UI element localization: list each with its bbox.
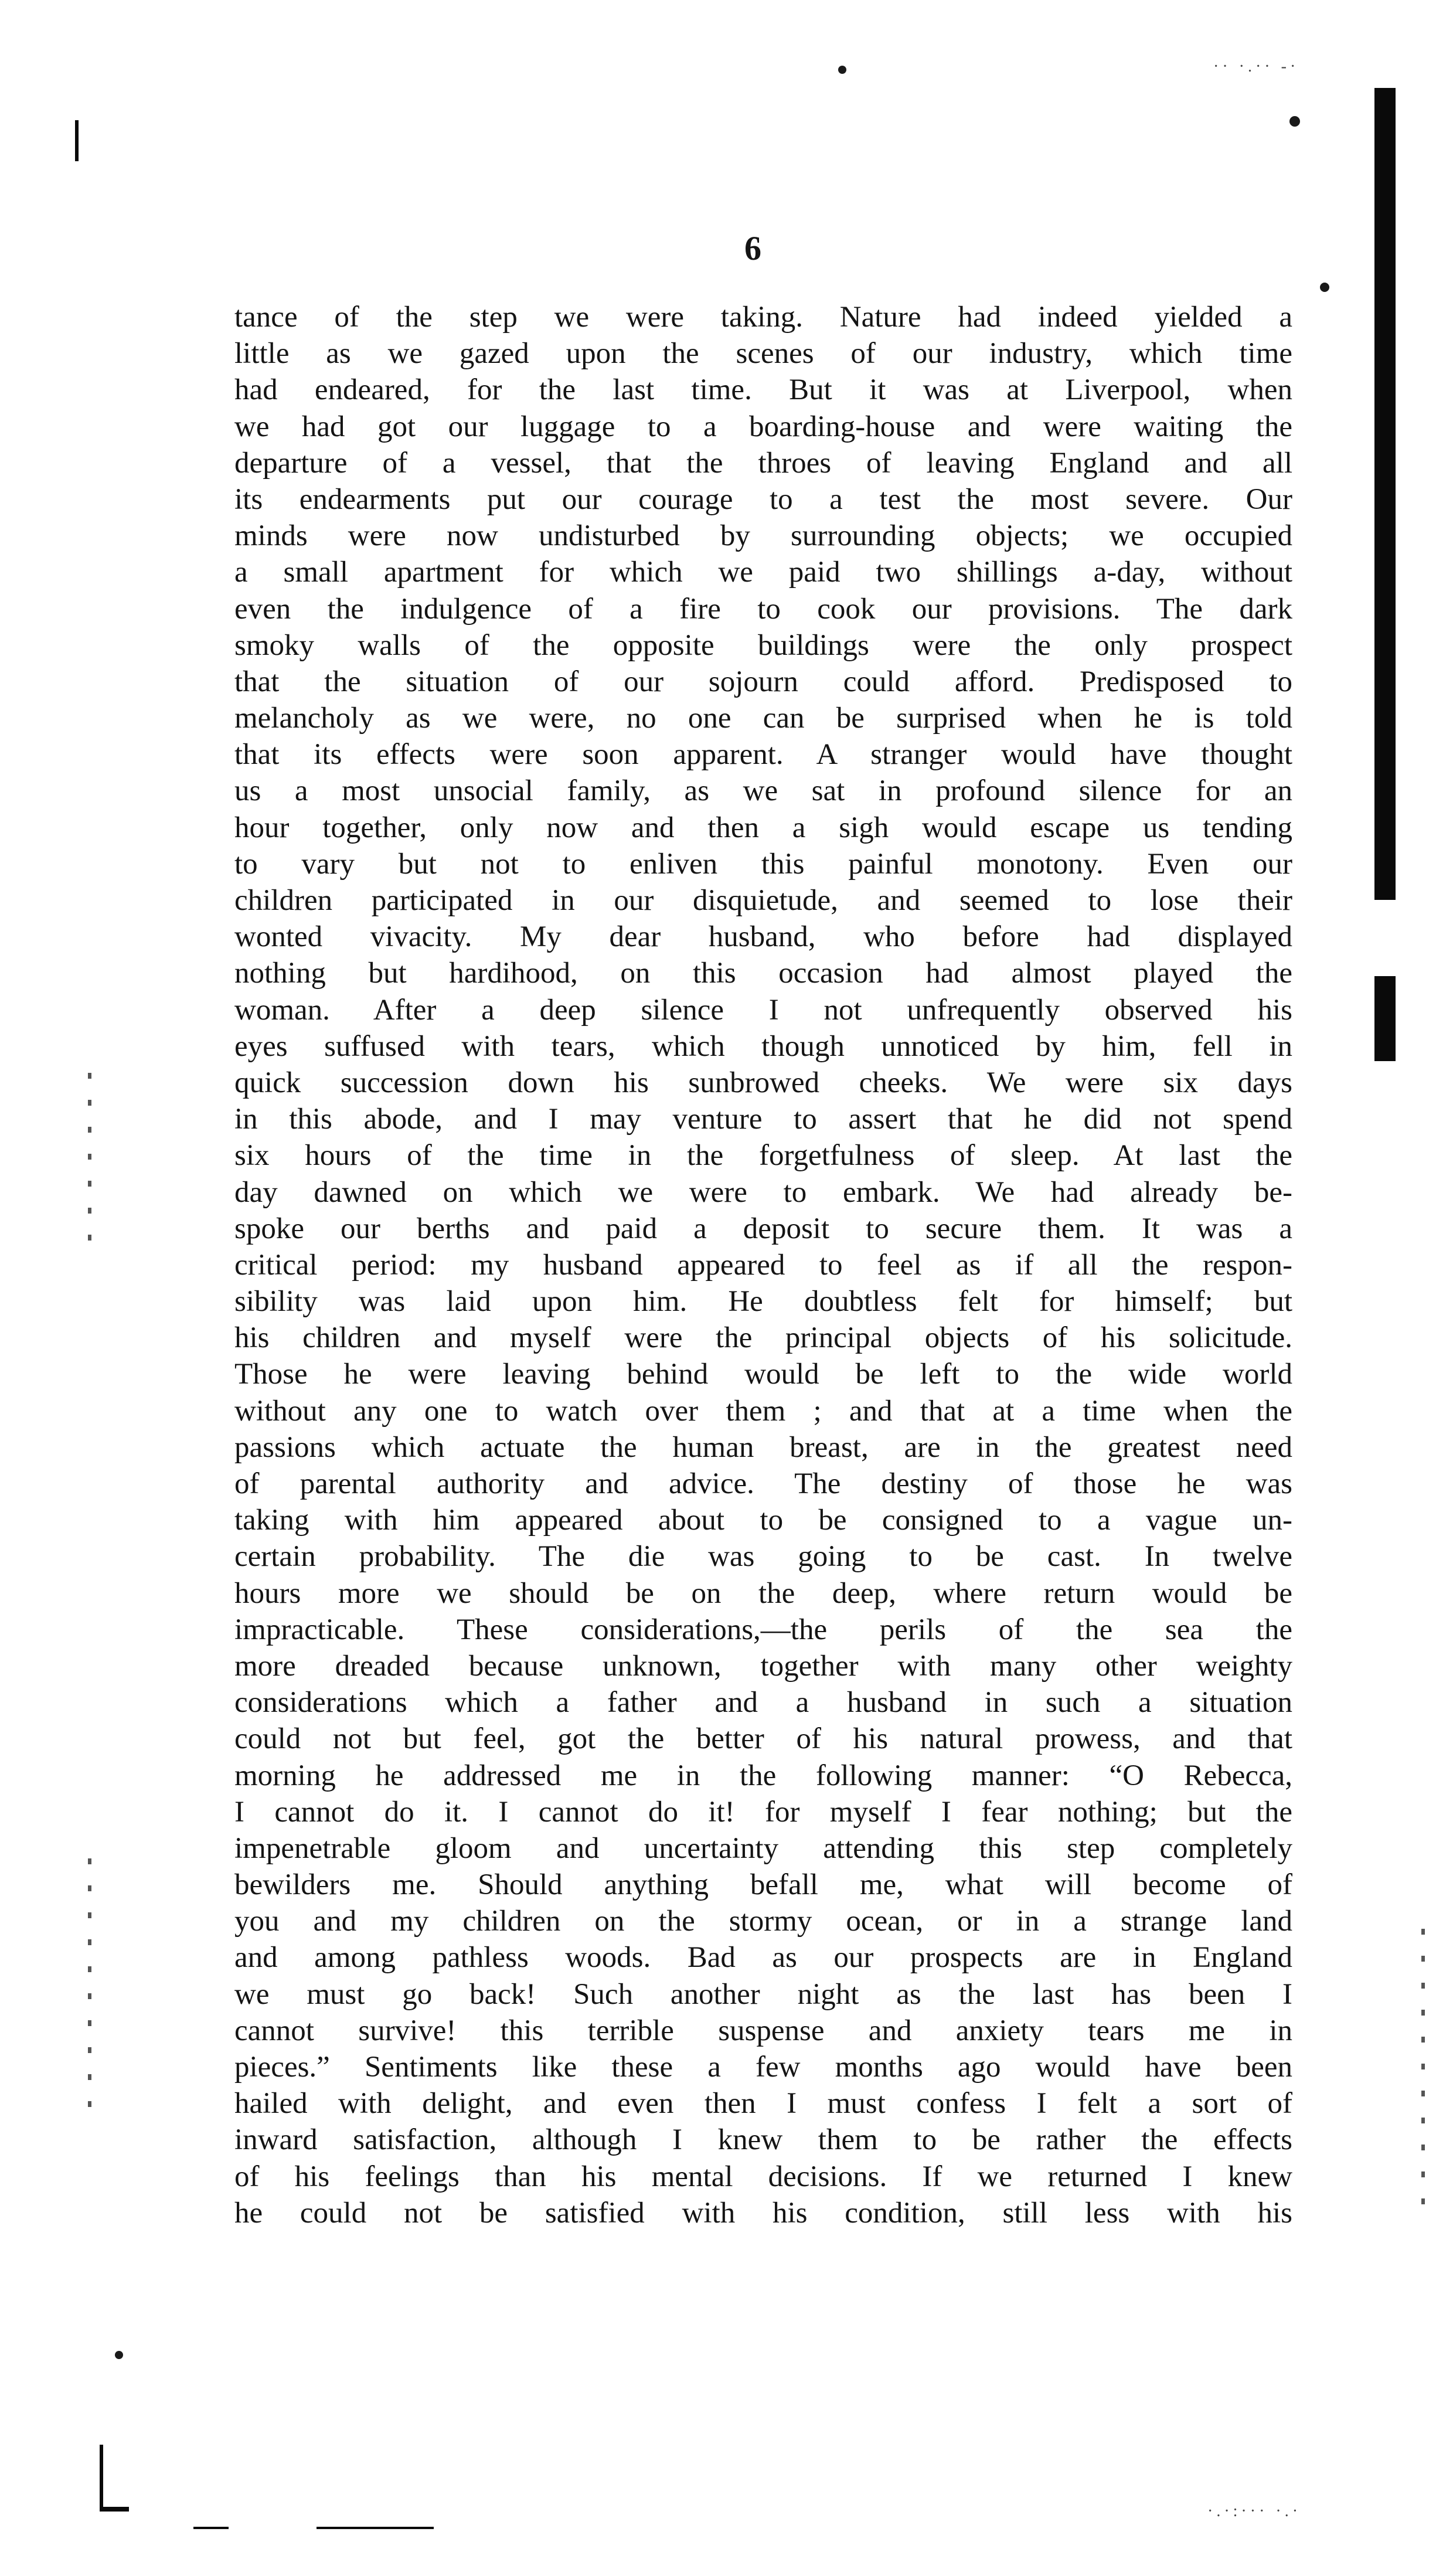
binding-shadow-bar-lower xyxy=(1374,976,1396,1061)
scan-mark-left-bottom xyxy=(100,2445,103,2509)
text-line: six hours of the time in the forgetfulness of sleep. At last the xyxy=(234,1139,1292,1173)
scan-speckle-left-margin xyxy=(88,1858,91,2128)
text-line: minds were now undisturbed by surrounding objects; we occupied xyxy=(234,519,1292,553)
binding-shadow-bar-upper xyxy=(1374,88,1396,900)
text-line: inward satisfaction, although I knew them to be rather the effects xyxy=(234,2123,1292,2157)
text-line: us a most unsocial family, as we sat in profound silence for an xyxy=(234,774,1292,808)
text-line: of parental authority and advice. The destiny of those he was xyxy=(234,1467,1292,1500)
text-line: little as we gazed upon the scenes of our industry, which time xyxy=(234,337,1292,371)
text-line: melancholy as we were, no one can be surprised when he is told xyxy=(234,702,1292,735)
scan-rule-bottom xyxy=(317,2527,434,2529)
text-line: smoky walls of the opposite buildings were the only prospect xyxy=(234,628,1292,662)
text-line: could not but feel, got the better of his natural prowess, and that xyxy=(234,1722,1292,1756)
text-line: his children and myself were the principal objects of his solicitude. xyxy=(234,1321,1292,1355)
text-line: Those he were leaving behind would be left to the wide world xyxy=(234,1358,1292,1391)
text-line: eyes suffused with tears, which though unnoticed by him, fell in xyxy=(234,1029,1292,1063)
text-line: spoke our berths and paid a deposit to secure them. It was a xyxy=(234,1212,1292,1245)
scan-rule-bottom xyxy=(193,2527,229,2529)
scan-speckle-top-right: ·· ·.·· -· xyxy=(1213,57,1299,76)
text-line: we had got our luggage to a boarding-house and were waiting the xyxy=(234,410,1292,443)
scan-mark-left-bottom-foot xyxy=(100,2507,129,2512)
scan-speckle-right-margin xyxy=(1421,1929,1425,2210)
scan-speck xyxy=(115,2351,123,2359)
text-line: children participated in our disquietude, and seemed to lose their xyxy=(234,884,1292,917)
text-line: certain probability. The die was going to be cast. In twelve xyxy=(234,1540,1292,1574)
text-line: nothing but hardihood, on this occasion had almost played the xyxy=(234,957,1292,990)
text-line: more dreaded because unknown, together with many other weighty xyxy=(234,1649,1292,1683)
text-line: you and my children on the stormy ocean, or in a strange land xyxy=(234,1905,1292,1938)
text-line: wonted vivacity. My dear husband, who before had displayed xyxy=(234,920,1292,954)
scan-speck xyxy=(838,66,846,74)
text-line: he could not be satisfied with his condition, still less with his xyxy=(234,2196,1292,2230)
text-line: bewilders me. Should anything befall me, what will become of xyxy=(234,1868,1292,1902)
text-line: hailed with delight, and even then I must confess I felt a sort of xyxy=(234,2087,1292,2120)
text-line: without any one to watch over them ; and that at a time when the xyxy=(234,1394,1292,1428)
text-line: had endeared, for the last time. But it was at Liverpool, when xyxy=(234,373,1292,407)
scan-speckle-bottom-right: ·.·:··· ·.· xyxy=(1207,2502,1302,2520)
text-line: a small apartment for which we paid two shillings a-day, without xyxy=(234,556,1292,589)
text-line: taking with him appeared about to be consigned to a vague un- xyxy=(234,1504,1292,1537)
text-line: morning he addressed me in the following manner: “O Rebecca, xyxy=(234,1759,1292,1792)
text-line: hour together, only now and then a sigh would escape us tending xyxy=(234,811,1292,844)
text-line: to vary but not to enliven this painful monotony. Even our xyxy=(234,847,1292,881)
text-line: its endearments put our courage to a test the most severe. Our xyxy=(234,482,1292,516)
text-line: and among pathless woods. Bad as our prospects are in England xyxy=(234,1941,1292,1975)
text-line: considerations which a father and a husband in such a situation xyxy=(234,1686,1292,1719)
text-line: impenetrable gloom and uncertainty attending this step completely xyxy=(234,1831,1292,1865)
text-line: even the indulgence of a fire to cook our provisions. The dark xyxy=(234,592,1292,626)
text-line: departure of a vessel, that the throes of leaving England and all xyxy=(234,446,1292,480)
text-line: critical period: my husband appeared to feel as if all the respon- xyxy=(234,1248,1292,1282)
text-line: pieces.” Sentiments like these a few months ago would have been xyxy=(234,2051,1292,2084)
body-text xyxy=(234,299,1292,2231)
scan-speck xyxy=(1289,116,1300,127)
text-line: sibility was laid upon him. He doubtless felt for himself; but xyxy=(234,1285,1292,1318)
text-line: I cannot do it. I cannot do it! for myself I fear nothing; but the xyxy=(234,1795,1292,1829)
scan-speckle-left-margin xyxy=(88,1073,91,1260)
text-line: hours more we should be on the deep, where return would be xyxy=(234,1576,1292,1610)
text-line: in this abode, and I may venture to assert that he did not spend xyxy=(234,1103,1292,1136)
text-line: passions which actuate the human breast, are in the greatest need xyxy=(234,1430,1292,1464)
text-line: quick succession down his sunbrowed cheeks. We were six days xyxy=(234,1066,1292,1099)
text-line: that its effects were soon apparent. A stranger would have thought xyxy=(234,738,1292,772)
text-line: of his feelings than his mental decisions. If we returned I knew xyxy=(234,2160,1292,2193)
scan-speck xyxy=(1320,283,1329,292)
text-line: woman. After a deep silence I not unfrequently observed his xyxy=(234,993,1292,1027)
text-line: impracticable. These considerations,—the perils of the sea the xyxy=(234,1613,1292,1646)
scan-mark-left-top xyxy=(75,120,79,161)
text-line: tance of the step we were taking. Nature had indeed yielded a xyxy=(234,301,1292,334)
text-line: that the situation of our sojourn could afford. Predisposed to xyxy=(234,665,1292,698)
page-number: 6 xyxy=(744,229,761,267)
text-line: cannot survive! this terrible suspense and anxiety tears me in xyxy=(234,2014,1292,2047)
text-line: day dawned on which we were to embark. We had already be- xyxy=(234,1175,1292,1209)
text-line: we must go back! Such another night as the last has been I xyxy=(234,1977,1292,2011)
